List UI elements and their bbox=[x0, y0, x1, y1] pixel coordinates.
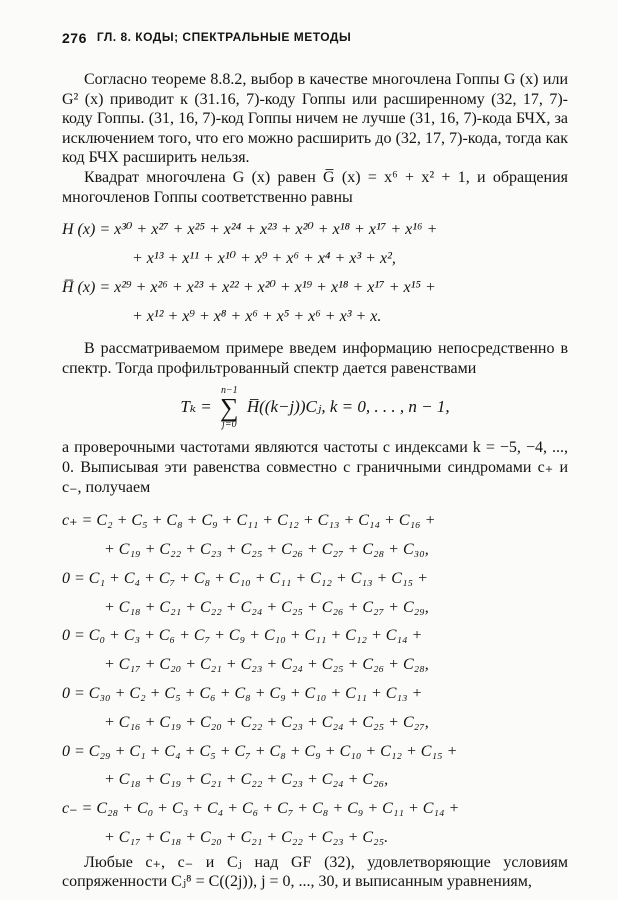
formula-body: H̅((k−j))Cⱼ, k = 0, . . . , n − 1, bbox=[246, 397, 450, 417]
paragraph-check-frequencies: а проверочными частотами являются частоты с индексами k = −5, −4, ..., 0. Выписывая эти равенства совместно с граничными синдромами c₊ и c₋, получаем bbox=[62, 439, 568, 496]
system-line: c₊ = C₂ + C₅ + C₈ + C₉ + C₁₁ + C₁₂ + C₁₃ + C₁₄ + C₁₆ + bbox=[62, 512, 436, 530]
paragraph-square-polynomial: Квадрат многочлена G (x) равен G̅ (x) = x⁶ + x² + 1, и обращения многочленов Гоппы соответственно равны bbox=[62, 168, 568, 206]
h-eq-line: + x¹³ + x¹¹ + x¹⁰ + x⁹ + x⁶ + x⁴ + x³ + x², bbox=[132, 250, 396, 268]
system-line: 0 = C₀ + C₃ + C₆ + C₇ + C₉ + C₁₀ + C₁₁ + C₁₂ + C₁₄ + bbox=[62, 627, 423, 645]
filtered-spectrum-formula bbox=[62, 386, 568, 430]
hbar-eq-line: H̅ (x) = x²⁹ + x²⁶ + x²³ + x²² + x²⁰ + x¹⁹ + x¹⁸ + x¹⁷ + x¹⁵ + bbox=[62, 279, 436, 297]
system-line: + C₁₇ + C₁₈ + C₂₀ + C₂₁ + C₂₂ + C₂₃ + C₂₅. bbox=[104, 828, 389, 846]
system-line: 0 = C₃₀ + C₂ + C₅ + C₆ + C₈ + C₉ + C₁₀ + C₁₁ + C₁₃ + bbox=[62, 684, 423, 702]
sum-lower-limit: j=0 bbox=[222, 419, 237, 431]
running-header bbox=[62, 30, 568, 46]
equation-system bbox=[62, 507, 568, 853]
paragraph-goppa-choice: Согласно теореме 8.8.2, выбор в качестве многочлена Гоппы G (x) или G² (x) приводит к (31.16, 7)-коду Гоппы или расширенному (32, 17, 7)-коду Гоппы. (31, 16, 7)-код Гоппы ничем не лучше (31, 16, 7)-кода БЧХ, за исключением того, что его можно расширить до (32, 17, 7)-кода, тогда как код БЧХ расширить нельзя. bbox=[62, 71, 568, 167]
hbar-eq-line: + x¹² + x⁹ + x⁸ + x⁶ + x⁵ + x⁶ + x³ + x. bbox=[132, 308, 382, 326]
sum-upper-limit: n−1 bbox=[220, 385, 238, 397]
chapter-title: ГЛ. 8. КОДЫ; СПЕКТРАЛЬНЫЕ МЕТОДЫ bbox=[96, 30, 352, 44]
h-eq-line: H (x) = x³⁰ + x²⁷ + x²⁵ + x²⁴ + x²³ + x²⁰ + x¹⁸ + x¹⁷ + x¹⁶ + bbox=[62, 221, 438, 239]
system-line: 0 = C₂₉ + C₁ + C₄ + C₅ + C₇ + C₈ + C₉ + C₁₀ + C₁₂ + C₁₅ + bbox=[62, 742, 458, 760]
system-line: + C₁₈ + C₁₉ + C₂₁ + C₂₂ + C₂₃ + C₂₄ + C₂₆, bbox=[104, 771, 389, 789]
system-line: c₋ = C₂₈ + C₀ + C₃ + C₄ + C₆ + C₇ + C₈ + C₉ + C₁₁ + C₁₄ + bbox=[62, 800, 460, 818]
system-line: 0 = C₁ + C₄ + C₇ + C₈ + C₁₀ + C₁₁ + C₁₂ + C₁₃ + C₁₅ + bbox=[62, 569, 428, 587]
h-polynomial-equations bbox=[62, 215, 568, 331]
paragraph-conjugacy: Любые c₊, c₋ и Cⱼ над GF (32), удовлетворяющие условиям сопряженности Cⱼ⁸ = C((2j)), j = 0, ..., 30, и выписанным уравнениям, bbox=[62, 853, 568, 891]
paragraph-spectrum: В рассматриваемом примере введем информацию непосредственно в спектр. Тогда профильтрованный спектр дается равенствами bbox=[62, 340, 568, 377]
system-line: + C₁₉ + C₂₂ + C₂₃ + C₂₅ + C₂₆ + C₂₇ + C₂₈ + C₃₀, bbox=[104, 540, 429, 558]
system-line: + C₁₆ + C₁₉ + C₂₀ + C₂₂ + C₂₃ + C₂₄ + C₂₅ + C₂₇, bbox=[104, 713, 429, 731]
system-line: + C₁₈ + C₂₁ + C₂₂ + C₂₄ + C₂₅ + C₂₆ + C₂₇ + C₂₉, bbox=[104, 598, 429, 616]
book-page bbox=[62, 30, 568, 892]
formula-lhs: Tₖ = bbox=[180, 397, 212, 417]
system-line: + C₁₇ + C₂₀ + C₂₁ + C₂₃ + C₂₄ + C₂₅ + C₂₆ + C₂₈, bbox=[104, 656, 429, 674]
sum-symbol: n−1 ∑ j=0 bbox=[220, 385, 239, 431]
page-number: 276 bbox=[62, 30, 87, 46]
